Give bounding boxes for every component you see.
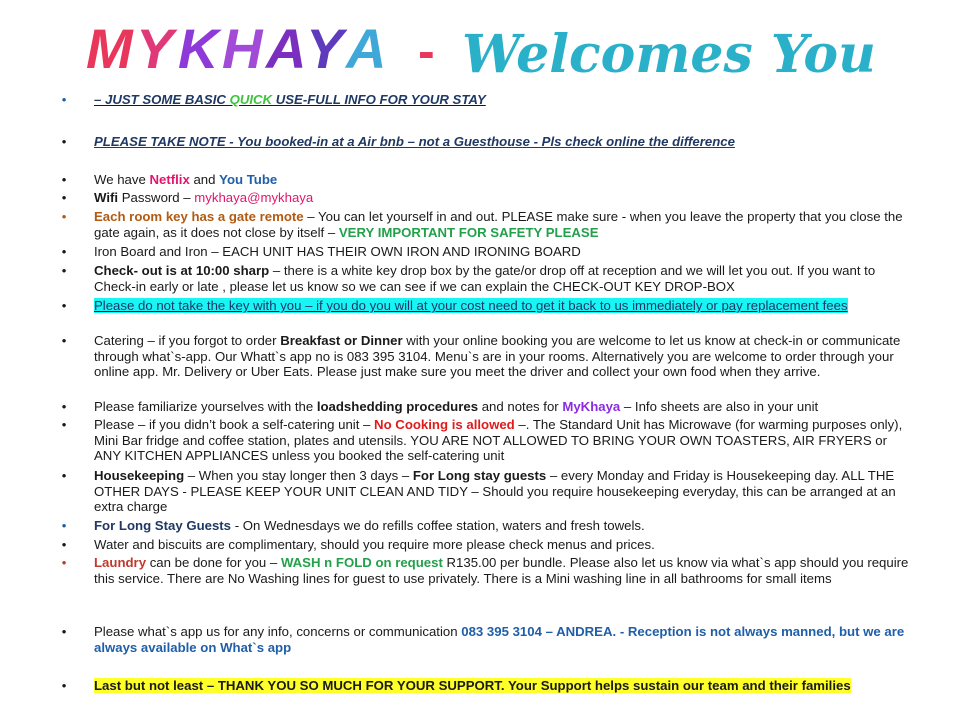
brand-letter: Y bbox=[136, 17, 174, 80]
iron-note: Iron Board and Iron – EACH UNIT HAS THEIR OWN IRON AND IRONING BOARD bbox=[94, 244, 581, 259]
bullet-dot: • bbox=[61, 172, 67, 187]
brand-letter: A bbox=[266, 17, 307, 80]
reception-note: Reception is not always manned, but we are always available on What`s app bbox=[94, 624, 905, 655]
bullet-dot: • bbox=[61, 92, 67, 107]
bullet-dot: • bbox=[61, 518, 67, 533]
no-cooking-label: No Cooking is allowed bbox=[374, 417, 515, 432]
laundry-label: Laundry bbox=[94, 555, 147, 570]
brand-letter: H bbox=[222, 17, 263, 80]
brand-letter: A bbox=[346, 17, 387, 80]
brand-letter: Y bbox=[306, 17, 344, 80]
bullet-dot: • bbox=[61, 468, 67, 483]
checkout-label: Check- out is at 10:00 sharp bbox=[94, 263, 270, 278]
thank-you-note: Last but not least – THANK YOU SO MUCH FOR YOUR SUPPORT. Your Support helps sustain our team and their families bbox=[94, 678, 851, 693]
long-stay-label: For Long stay guests bbox=[412, 468, 547, 483]
basic-info-heading: – JUST SOME BASIC bbox=[94, 92, 230, 107]
bullet-dot: • bbox=[61, 678, 67, 693]
mykhaya-label: MyKhaya bbox=[562, 399, 621, 414]
bullet-dot: • bbox=[61, 399, 67, 414]
bullet-dot: • bbox=[61, 134, 67, 149]
bullet-dot: • bbox=[61, 263, 67, 278]
breakfast-dinner-label: Breakfast or Dinner bbox=[280, 333, 403, 348]
bullet-dot: • bbox=[61, 537, 67, 552]
gate-remote-label: Each room key has a gate remote bbox=[94, 209, 304, 224]
youtube-label: You Tube bbox=[219, 172, 278, 187]
netflix-label: Netflix bbox=[149, 172, 190, 187]
welcome-text: Welcomes You bbox=[462, 24, 876, 85]
key-warning: Please do not take the key with you – if you do you will at your cost need to get it back to us immediately or pay replacement fees bbox=[94, 298, 848, 313]
contact-number: 083 395 3104 – ANDREA bbox=[461, 624, 613, 639]
bullet-dot: • bbox=[61, 333, 67, 348]
housekeeping-label: Housekeeping bbox=[94, 468, 185, 483]
brand-letter: K bbox=[178, 17, 219, 80]
bullet-dot: • bbox=[61, 298, 67, 313]
bullet-dot: • bbox=[61, 209, 67, 224]
wash-fold-label: WASH n FOLD on request bbox=[280, 555, 443, 570]
quick-word: QUICK bbox=[229, 92, 273, 107]
water-biscuits-note: Water and biscuits are complimentary, should you require more please check menus and prices. bbox=[94, 537, 655, 552]
bullet-dot: • bbox=[61, 624, 67, 639]
bullet-dot: • bbox=[61, 555, 67, 570]
bullet-dot: • bbox=[61, 190, 67, 205]
brand-letter: M bbox=[86, 17, 133, 80]
bullet-dot: • bbox=[61, 417, 67, 432]
title-dash: - bbox=[418, 23, 435, 79]
loadshedding-label: loadshedding procedures bbox=[316, 399, 479, 414]
safety-warning: VERY IMPORTANT FOR SAFETY PLEASE bbox=[338, 224, 599, 240]
wifi-password: mykhaya@mykhaya bbox=[194, 190, 314, 205]
page-title bbox=[0, 6, 960, 86]
bullet-dot: • bbox=[61, 244, 67, 259]
airbnb-note: PLEASE TAKE NOTE - You booked-in at a Air bnb – not a Guesthouse - Pls check online the difference bbox=[94, 134, 735, 149]
title-graphic bbox=[0, 6, 960, 86]
long-stay-guests-label: For Long Stay Guests bbox=[94, 518, 232, 533]
